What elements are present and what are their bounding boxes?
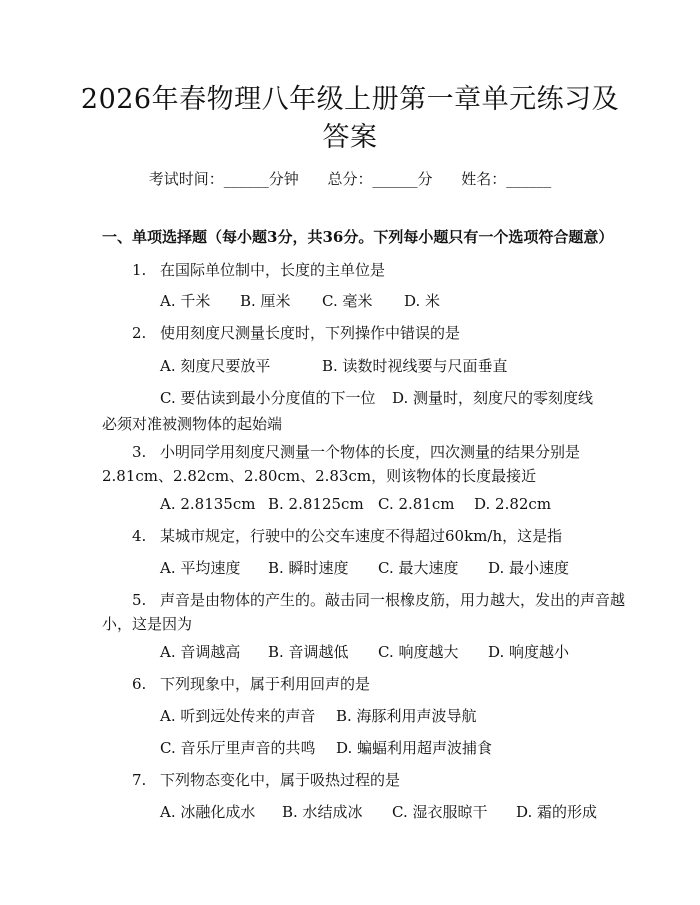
question-number: 5. xyxy=(132,591,147,609)
option-d: D. 最小速度 xyxy=(488,559,570,577)
option-a: A. 千米 xyxy=(160,292,211,310)
question-number: 1. xyxy=(132,261,147,279)
question-stem: 在国际单位制中，长度的主单位是 xyxy=(160,261,386,279)
option-b: B. 2.8125cm xyxy=(268,495,364,513)
option-c: C. 要估读到最小分度值的下一位 xyxy=(160,389,376,407)
option-c: C. 湿衣服晾干 xyxy=(392,803,488,821)
question-4 xyxy=(132,524,562,548)
exam-name: 姓名：______ xyxy=(461,170,552,188)
question-stem-continued: 2.81cm、2.82cm、2.80cm、2.83cm，则该物体的长度最接近 xyxy=(102,467,537,485)
option-d: D. 蝙蝠利用超声波捕食 xyxy=(336,739,493,757)
exam-meta xyxy=(0,168,700,189)
option-a: A. 刻度尺要放平 xyxy=(160,357,271,375)
question-stem: 声音是由物体的产生的。敲击同一根橡皮筋，用力越大，发出的声音越 xyxy=(160,591,626,609)
question-number: 4. xyxy=(132,527,147,545)
question-1 xyxy=(132,258,385,282)
exam-score: 总分：______分 xyxy=(327,170,433,188)
option-d: D. 测量时，刻度尺的零刻度线必须对准被测物体的起始端 xyxy=(102,389,594,433)
question-stem: 使用刻度尺测量长度时，下列操作中错误的是 xyxy=(160,324,461,342)
question-stem: 下列物态变化中，属于吸热过程的是 xyxy=(160,771,401,789)
option-d: D. 2.82cm xyxy=(474,495,552,513)
option-a: A. 2.8135cm xyxy=(160,495,256,513)
option-c: C. 毫米 xyxy=(322,292,373,310)
exam-time: 考试时间：______分钟 xyxy=(148,170,299,188)
option-b: B. 水结成冰 xyxy=(282,803,363,821)
section-title: 一、单项选择题（每小题3分，共36分。下列每小题只有一个选项符合题意） xyxy=(102,228,614,246)
option-c: C. 2.81cm xyxy=(378,495,455,513)
option-b: B. 瞬时速度 xyxy=(268,559,349,577)
question-number: 2. xyxy=(132,324,147,342)
option-a: A. 听到远处传来的声音 xyxy=(160,707,316,725)
option-a: A. 平均速度 xyxy=(160,559,241,577)
question-number: 6. xyxy=(132,675,147,693)
question-stem: 某城市规定，行驶中的公交车速度不得超过60km/h，这是指 xyxy=(160,527,563,545)
question-number: 3. xyxy=(132,443,147,461)
option-d: D. 米 xyxy=(404,292,441,310)
question-6 xyxy=(132,672,370,696)
question-stem: 小明同学用刻度尺测量一个物体的长度，四次测量的结果分别是 xyxy=(160,443,581,461)
option-a: A. 音调越高 xyxy=(160,643,241,661)
option-d: D. 霜的形成 xyxy=(516,803,598,821)
question-3 xyxy=(132,440,580,464)
option-b: B. 海豚利用声波导航 xyxy=(336,707,477,725)
question-7 xyxy=(132,768,400,792)
option-c: C. 响度越大 xyxy=(378,643,459,661)
question-number: 7. xyxy=(132,771,147,789)
document-title-line2: 答案 xyxy=(322,122,378,153)
option-d: D. 响度越小 xyxy=(488,643,570,661)
document-title-line1: 2026年春物理八年级上册第一章单元练习及 xyxy=(80,84,620,115)
option-c: C. 最大速度 xyxy=(378,559,459,577)
option-b: B. 音调越低 xyxy=(268,643,349,661)
question-stem: 下列现象中，属于利用回声的是 xyxy=(160,675,371,693)
option-b: B. 厘米 xyxy=(240,292,291,310)
option-a: A. 冰融化成水 xyxy=(160,803,256,821)
option-c: C. 音乐厅里声音的共鸣 xyxy=(160,739,316,757)
question-stem-continued: 小，这是因为 xyxy=(102,615,193,633)
option-b: B. 读数时视线要与尺面垂直 xyxy=(322,357,508,375)
question-5 xyxy=(132,588,625,612)
question-2 xyxy=(132,321,460,345)
